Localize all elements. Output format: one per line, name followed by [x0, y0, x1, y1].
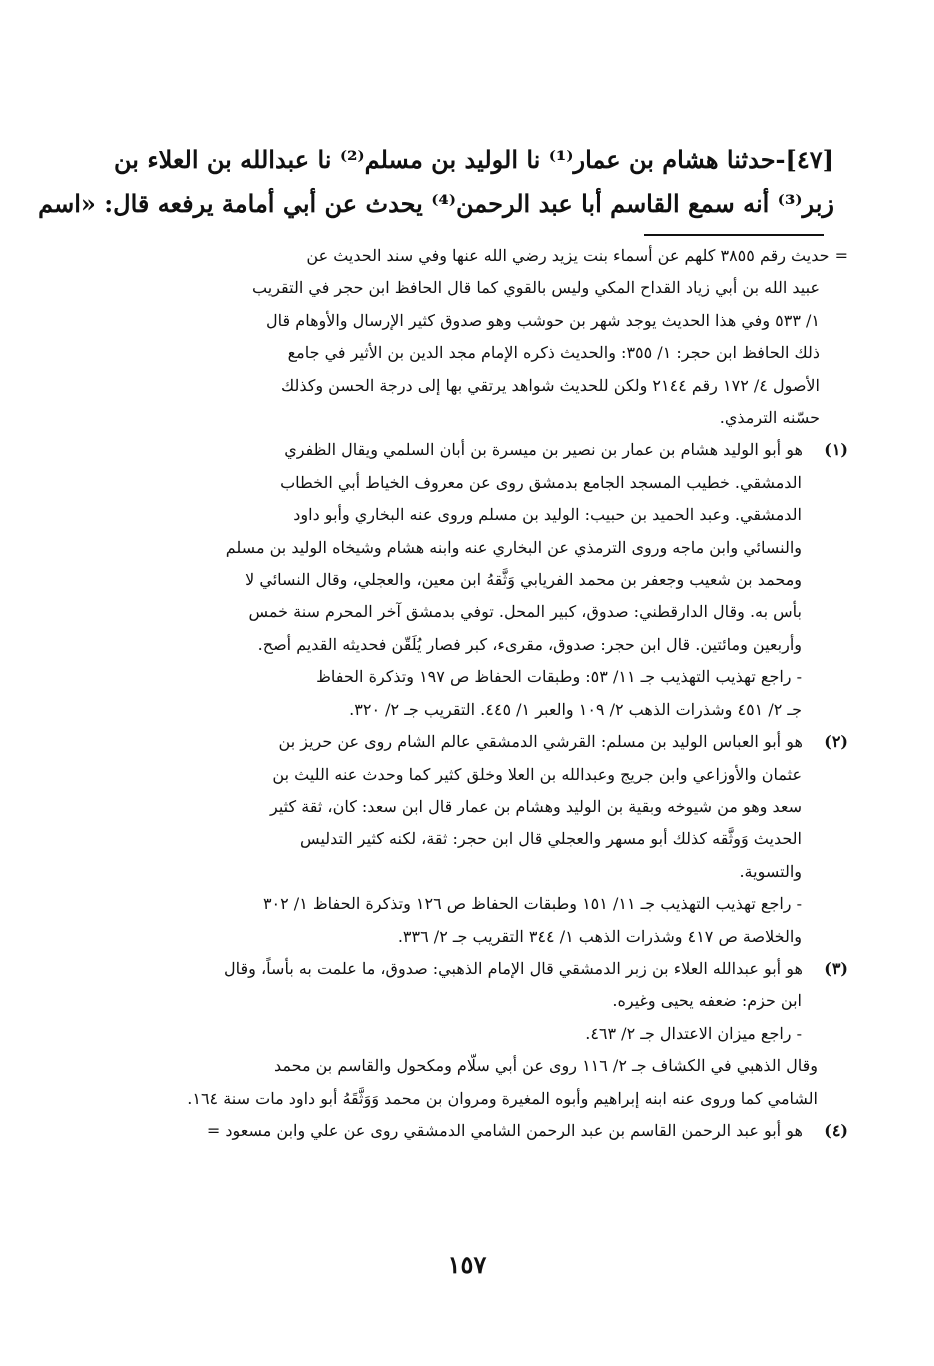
- footnote-line: وأربعين ومائتين. قال ابن حجر: صدوق، مقرىء، كبر فصار يُلَقّن فحديثه القديم أصح.: [257, 634, 802, 654]
- footnote-line: والتسوية.: [739, 861, 802, 881]
- footnote-line: ١/ ٥٣٣ وفي هذا الحديث يوجد شهر بن حوشب وهو صدوق كثير الإرسال والأوهام قال: [266, 310, 820, 330]
- footnote-line: الشامي كما وروى عنه ابنه إبراهيم وأبوه المغيرة ومروان بن محمد وَوَثَّقَهُ أبو داود مات سنة ١٦٤.: [187, 1088, 818, 1108]
- reference-line: - راجع تهذيب التهذيب جـ ١١/ ١٥١ وطبقات الحفاظ ص ١٢٦ وتذكرة الحفاظ ١/ ٣٠٢: [262, 894, 802, 914]
- reference-line: والخلاصة ص ٤١٧ وشذرات الذهب ١/ ٣٤٤ التقريب جـ ٢/ ٣٣٦.: [397, 926, 802, 946]
- footnote-line: الحديث وَوثَّقه كذلك أبو مسهر والعجلي قال ابن حجر: ثقة، لكنه كثير التدليس: [300, 829, 802, 849]
- footnote-line: حسّنه الترمذي.: [719, 408, 820, 428]
- footnote-line: هو أبو العباس الوليد بن مسلم: القرشي الدمشقي عالم الشام روى عن حريز بن: [278, 732, 803, 752]
- footnote-line: عثمان والأوزاعي وابن جريج وعبدالله بن العلا وخلق كثير كما وحدث عنه الليث بن: [272, 764, 802, 784]
- footnote-number: (٤): [824, 1120, 848, 1140]
- footnote-line: سعد وهو من شيوخه وبقية بن الوليد وهشام بن عمار قال ابن سعد: كان، ثقة كثير: [270, 796, 802, 816]
- footnotes: [100, 240, 848, 1147]
- footnote-line: = حديث رقم ٣٨٥٥ كلهم عن أسماء بنت يزيد رضي الله عنها وفي سند الحديث عن: [306, 246, 848, 265]
- footnote-line: والنسائي وابن ماجه وروى الترمذي عن البخاري عنه وابنه هشام وشيخاه الوليد بن مسلم: [225, 537, 802, 557]
- footnote-number: (٣): [824, 958, 848, 978]
- footnote-line: هو أبو عبدالله العلاء بن زبر الدمشقي قال الإمام الذهبي: صدوق، ما علمت به بأساً، وقال: [224, 958, 803, 978]
- footnote-line: هو أبو الوليد هشام بن عمار بن نصير بن ميسرة بن أبان السلمي ويقال الظفري: [284, 440, 803, 460]
- footnote-line: الدمشقي. خطيب المسجد الجامع بدمشق روى عن معروف الخياط أبي الخطاب: [280, 472, 802, 492]
- reference-line: - راجع ميزان الاعتدال جـ ٢/ ٤٦٣.: [585, 1023, 802, 1043]
- footnote-1: [100, 434, 848, 726]
- footnote-separator: [644, 234, 824, 236]
- reference-line: جـ ٢/ ٤٥١ وشذرات الذهب ٢/ ١٠٩ والعبر ١/ ٤٤٥. التقريب جـ ٢/ ٣٢٠.: [349, 699, 802, 719]
- footnote-line: ذلك الحافظ ابن حجر: ١/ ٣٥٥: والحديث ذكره الإمام مجد الدين بن الأثير في جامع: [287, 343, 820, 363]
- reference-line: - راجع تهذيب التهذيب جـ ١١/ ٥٣: وطبقات الحفاظ ص ١٩٧ وتذكرة الحفاظ: [316, 667, 802, 687]
- footnote-line: عبيد الله بن أبي زياد القداح المكي وليس بالقوي كما قال الحافظ ابن حجر في التقريب: [252, 278, 820, 298]
- hadith-line: زبر⁽³⁾ أنه سمع القاسم أبا عبد الرحمن⁽⁴⁾ يحدث عن أبي أمامة يرفعه قال: «اسم: [38, 189, 834, 218]
- footnote-line: ومحمد بن شعيب وجعفر بن محمد الفريابي وَثَّقهُ ابن معين، والعجلي، وقال النسائي لا: [245, 570, 802, 590]
- page-number: ١٥٧: [447, 1250, 487, 1279]
- hadith-text: [38, 138, 834, 226]
- footnote-line: الدمشقي. وعبد الحميد بن حبيب: الوليد بن مسلم وروى عنه البخاري وأبو داود: [293, 505, 802, 525]
- footnote-2: [100, 726, 848, 953]
- footnote-line: بأس به. وقال الدارقطني: صدوق، كبير المحل. توفي بدمشق آخر المحرم سنة خمس: [248, 602, 802, 622]
- footnote-3: [100, 953, 848, 1115]
- footnote-line: هو أبو عبد الرحمن القاسم بن عبد الرحمن الشامي الدمشقي روى عن علي وابن مسعود =: [206, 1120, 803, 1140]
- footnote-line: وقال الذهبي في الكشاف جـ ٢/ ١١٦ روى عن أبي سلّام ومكحول والقاسم بن محمد: [273, 1056, 818, 1076]
- footnote-number: (٢): [824, 732, 848, 752]
- footnote-continuation: [100, 240, 848, 434]
- hadith-line: [٤٧]-حدثنا هشام بن عمار⁽¹⁾ نا الوليد بن مسلم⁽²⁾ نا عبدالله بن العلاء بن: [114, 145, 834, 174]
- footnote-line: الأصول ٤/ ١٧٢ رقم ٢١٤٤ ولكن للحديث شواهد يرتقي بها إلى درجة الحسن وكذلك: [280, 375, 820, 395]
- footnote-number: (١): [824, 440, 848, 460]
- footnote-4: [100, 1115, 848, 1147]
- footnote-line: ابن حزم: ضعفه يحيى وغيره.: [612, 991, 802, 1011]
